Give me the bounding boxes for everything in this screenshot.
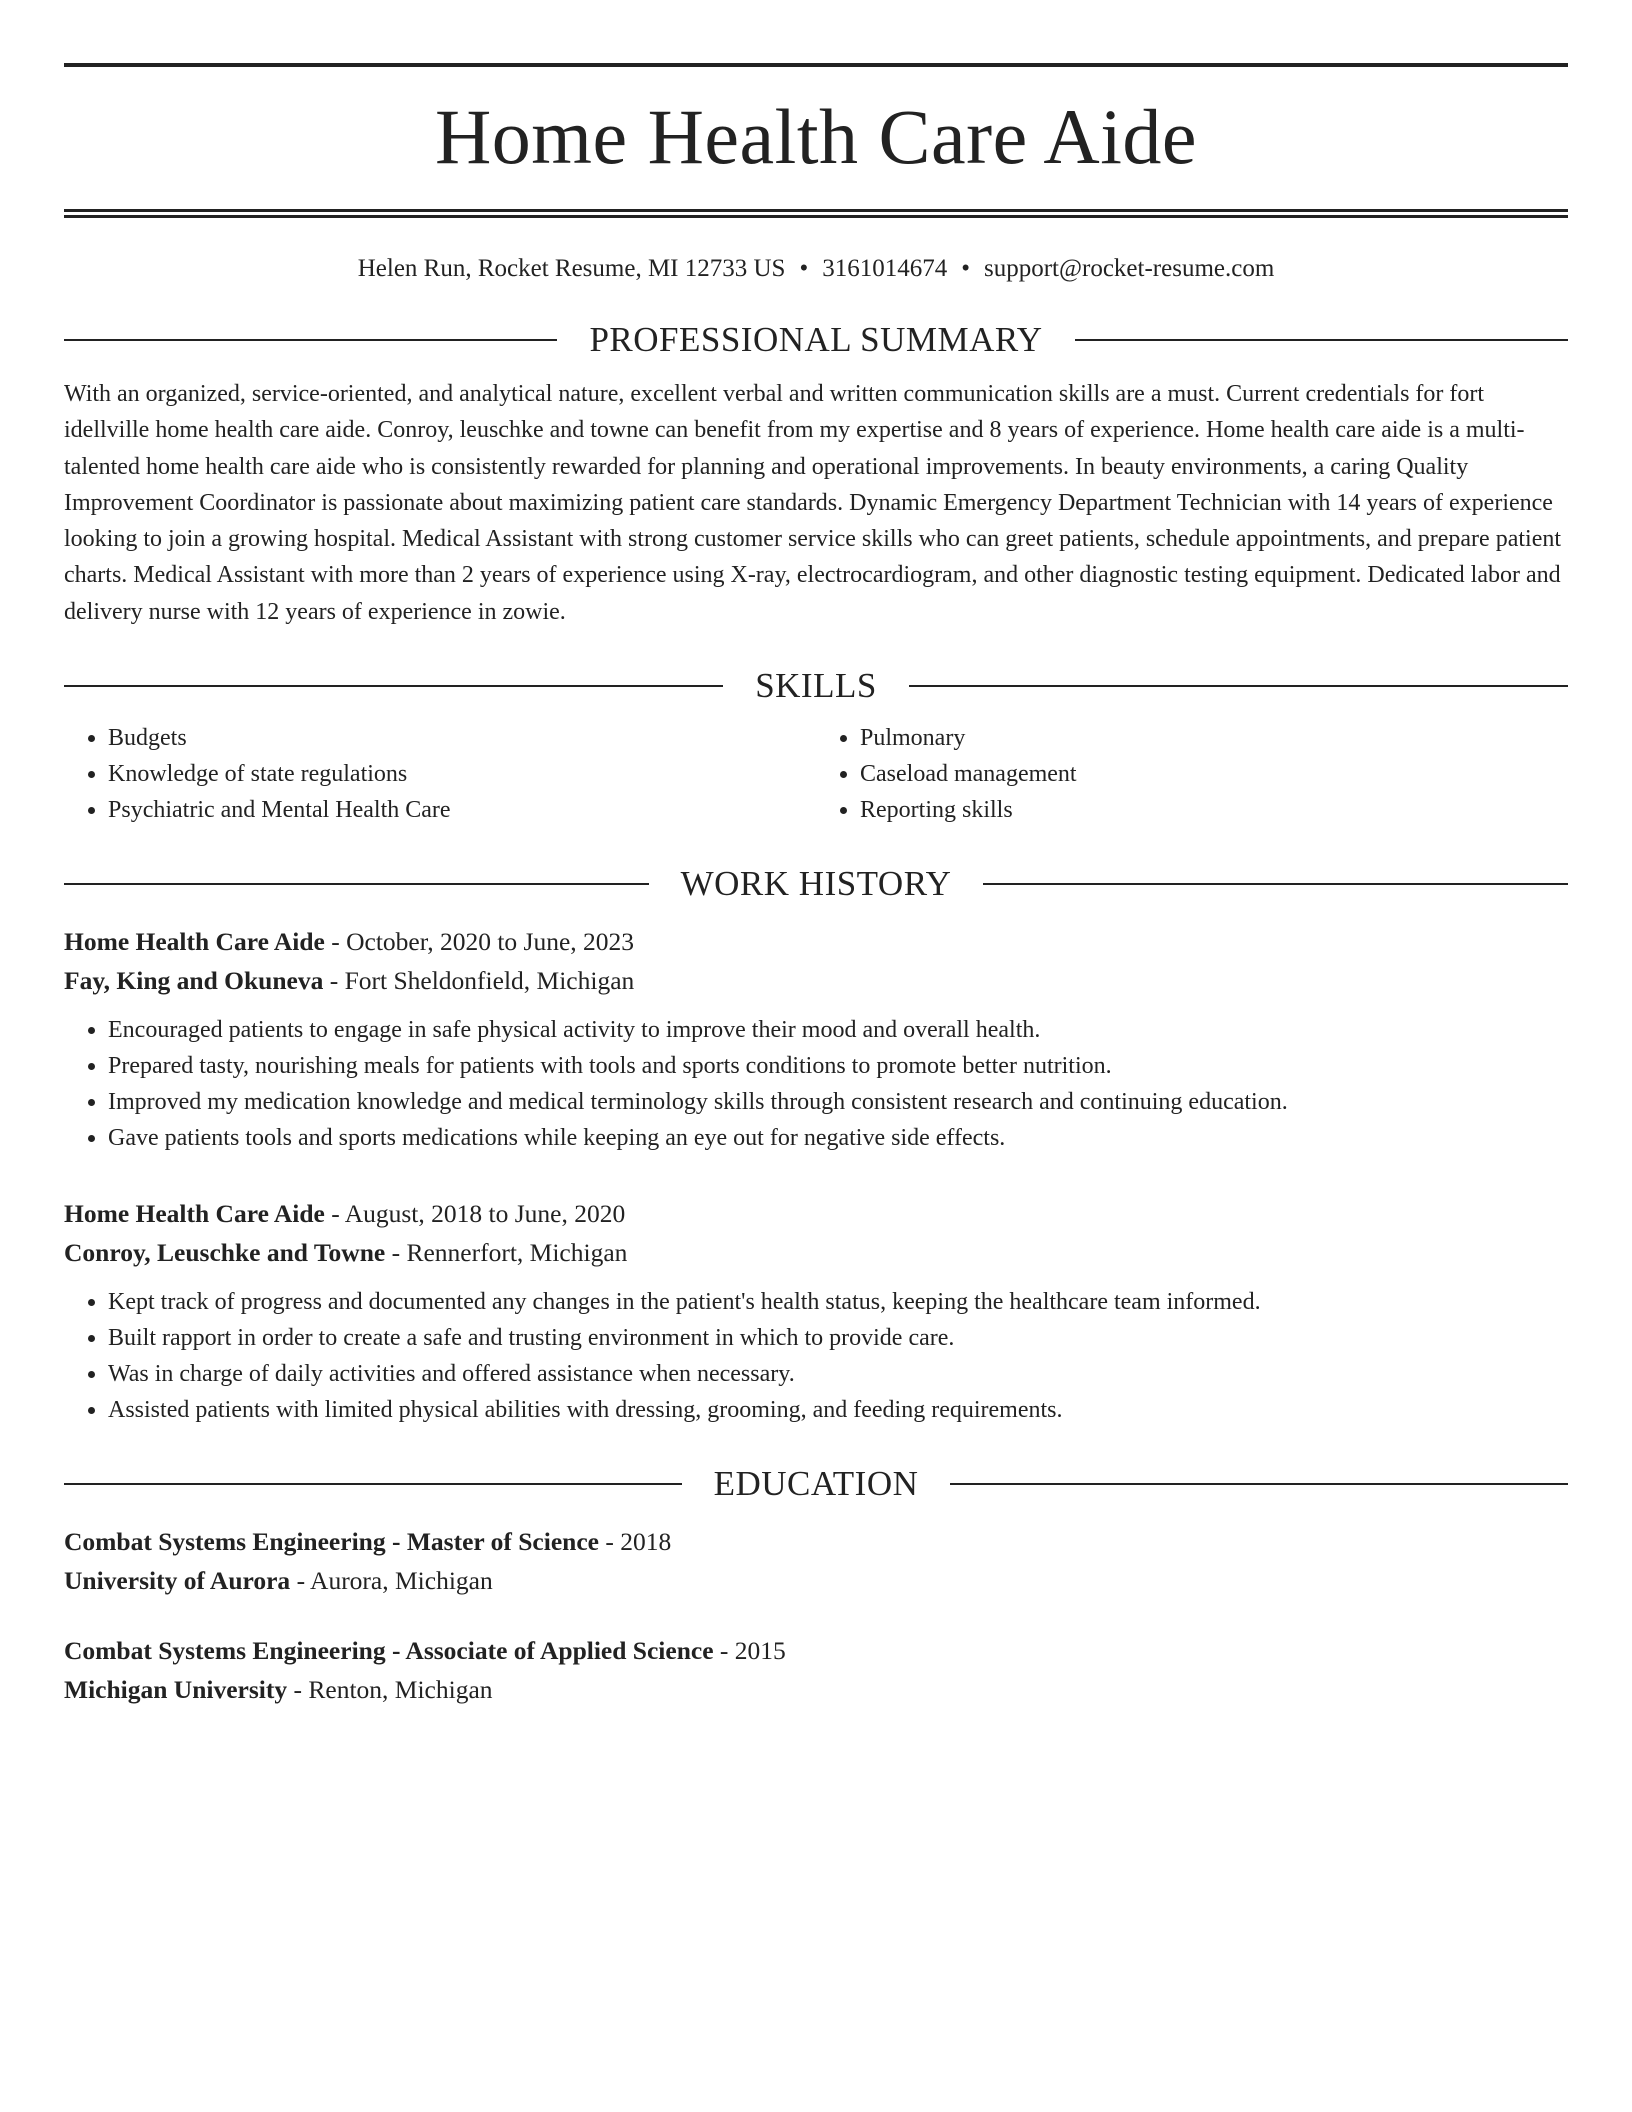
job-bullet: • Built rapport in order to create a safe and trusting environment in which to provide care. [108,1320,1568,1356]
job-location: - Fort Sheldonfield, Michigan [323,966,635,996]
heading-rule [909,685,1568,687]
edu-degree-line [64,1631,1568,1670]
summary-text: With an organized, service-oriented, and analytical nature, excellent verbal and written communication skills are a must. Current credentials for fort idellville home health care aide. Conroy, leuschke and towne can benefit from my expertise and 8 years of experience. Home health care aide is a multi-talented home health care aide who is consistently rewarded for planning and operational improvements. In beauty environments, a caring Quality Improvement Coordinator is passionate about maximizing patient care standards. Dynamic Emergency Department Technician with 14 years of experience looking to join a growing hospital. Medical Assistant with strong customer service skills who can greet patients, schedule appointments, and prepare patient charts. Medical Assistant with more than 2 years of experience using X-ray, electrocardiogram, and other diagnostic testing equipment. Dedicated labor and delivery nurse with 12 years of experience in zowie. [64,381,1562,625]
job-bullets [64,1012,1568,1156]
heading-rule [64,1483,682,1485]
job-title: Home Health Care Aide [64,927,325,957]
edu-school: Michigan University [64,1675,288,1705]
job-bullet: • Was in charge of daily activities and offered assistance when necessary. [108,1356,1568,1392]
job-dates: - August, 2018 to June, 2020 [324,1199,626,1229]
page-title: Home Health Care Aide [434,93,1198,180]
skill-item: • Budgets [108,720,816,756]
skill-item: • Knowledge of state regulations [108,756,816,792]
job-company-line [64,1233,1568,1272]
job-dates: - October, 2020 to June, 2023 [324,927,635,957]
resume-page [64,0,1568,1709]
job-entry [64,922,1568,1156]
heading-rule [950,1483,1568,1485]
job-entry [64,1194,1568,1428]
contact-email: support@rocket-resume.com [983,255,1275,282]
skills-heading [64,666,1568,706]
skills-column-right [816,720,1568,828]
job-title-line [64,922,1568,961]
job-company: Fay, King and Okuneva [64,966,324,996]
job-company: Conroy, Leuschke and Towne [64,1238,386,1268]
job-bullet: • Improved my medication knowledge and medical terminology skills through consistent research and continuing education. [108,1084,1568,1120]
summary-heading-label: PROFESSIONAL SUMMARY [589,320,1043,359]
edu-school-line [64,1670,1568,1709]
edu-location: - Renton, Michigan [287,1675,493,1705]
job-title-line [64,1194,1568,1233]
summary-heading [64,320,1568,360]
skills-heading-label: SKILLS [755,666,877,706]
edu-degree: Combat Systems Engineering - Associate of Applied Science [64,1636,714,1666]
job-bullet: • Assisted patients with limited physical abilities with dressing, grooming, and feeding requirements. [108,1392,1568,1428]
skill-item: • Caseload management [860,756,1568,792]
work-heading [64,864,1568,904]
contact-separator: • [961,255,970,282]
work-heading-label: WORK HISTORY [680,864,952,904]
heading-rule [983,883,1568,885]
job-bullet: • Prepared tasty, nourishing meals for patients with tools and sports conditions to promote better nutrition. [108,1048,1568,1084]
skill-item: • Psychiatric and Mental Health Care [108,792,816,828]
edu-year: - 2018 [598,1527,672,1557]
edu-location: - Aurora, Michigan [290,1566,493,1596]
job-company-line [64,961,1568,1000]
contact-phone: 3161014674 [822,255,948,282]
edu-school-line [64,1561,1568,1600]
contact-line [64,254,1568,284]
edu-degree: Combat Systems Engineering - Master of Science [64,1527,599,1557]
edu-school: University of Aurora [64,1566,291,1596]
skill-item: • Pulmonary [860,720,1568,756]
heading-rule [1075,339,1568,341]
top-rule [64,63,1568,67]
skills-column-left [64,720,816,828]
education-entry [64,1631,1568,1709]
skills-list [64,720,1568,828]
edu-year: - 2015 [713,1636,786,1666]
job-title: Home Health Care Aide [64,1199,325,1229]
job-bullets [64,1284,1568,1428]
heading-rule [64,685,723,687]
heading-rule [64,339,557,341]
skill-item: • Reporting skills [860,792,1568,828]
job-bullet: • Gave patients tools and sports medications while keeping an eye out for negative side effects. [108,1120,1568,1156]
education-heading-label: EDUCATION [713,1464,919,1504]
job-location: - Rennerfort, Michigan [385,1238,628,1268]
contact-address: Helen Run, Rocket Resume, MI 12733 US [357,255,786,282]
edu-degree-line [64,1522,1568,1561]
double-rule [64,209,1568,218]
contact-separator: • [799,255,809,282]
heading-rule [64,883,649,885]
job-bullet: • Encouraged patients to engage in safe physical activity to improve their mood and overall health. [108,1012,1568,1048]
education-heading [64,1464,1568,1504]
job-bullet: • Kept track of progress and documented any changes in the patient's health status, keeping the healthcare team informed. [108,1284,1568,1320]
education-entry [64,1522,1568,1600]
